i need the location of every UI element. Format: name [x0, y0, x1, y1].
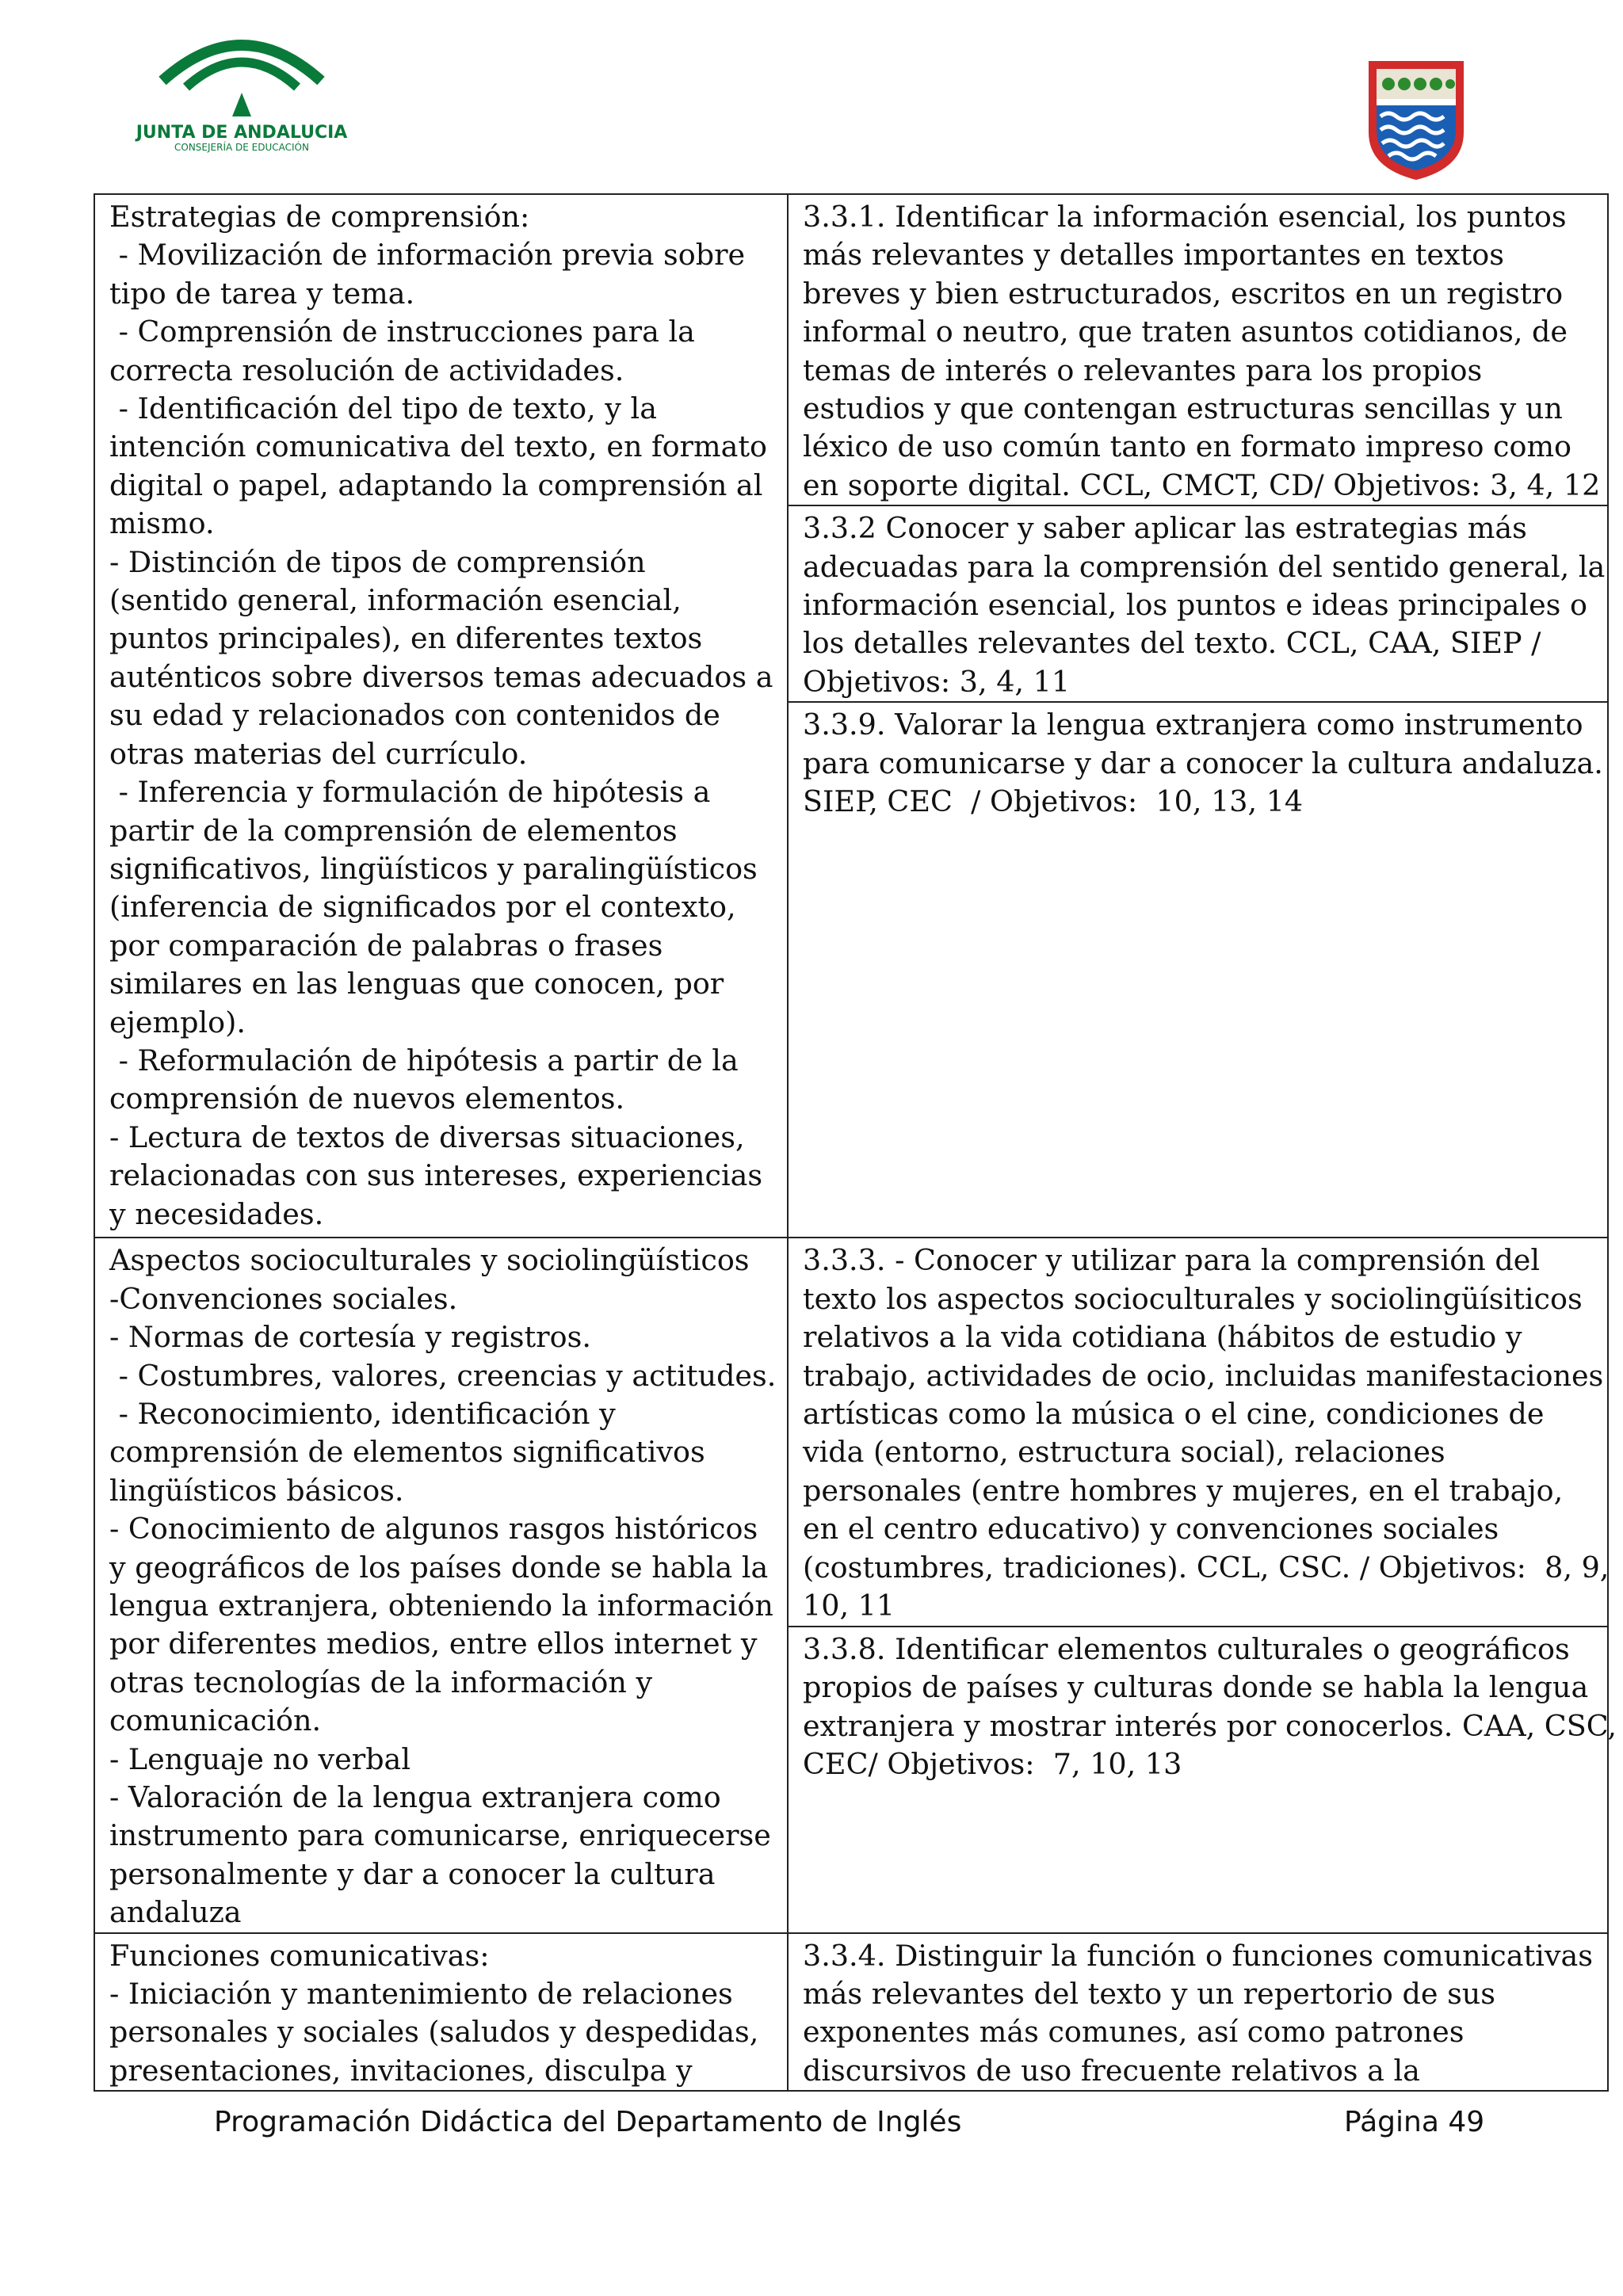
svg-text:CONSEJERÍA DE EDUCACIÓN: CONSEJERÍA DE EDUCACIÓN — [174, 142, 309, 153]
school-shield-logo — [1365, 57, 1468, 184]
text-line: mismo. — [109, 506, 215, 541]
text-line: - Reconocimiento, identificación y — [109, 1396, 616, 1431]
text-line: 3.3.2 Conocer y saber aplicar las estrategias más — [803, 511, 1527, 546]
text-line: por comparación de palabras o frases — [109, 928, 663, 963]
text-line: para comunicarse y dar a conocer la cultura andaluza. — [803, 746, 1603, 780]
text-line: información esencial, los puntos e ideas principales o — [803, 588, 1587, 623]
shield-graphic — [1365, 57, 1468, 184]
table-row — [94, 1238, 1608, 1627]
junta-de-andalucia-logo — [136, 17, 348, 160]
text-line: CEC/ Objetivos: 7, 10, 13 — [803, 1747, 1182, 1782]
text-line: trabajo, actividades de ocio, incluidas manifestaciones — [803, 1358, 1604, 1393]
junta-logo-graphic — [136, 17, 348, 160]
text-line: -Convenciones sociales. — [109, 1281, 458, 1316]
text-line: discursivos de uso frecuente relativos a la — [803, 2053, 1420, 2088]
text-line: puntos principales), en diferentes textos — [109, 621, 703, 656]
text-line: comprensión de elementos significativos — [109, 1435, 705, 1470]
text-line: y necesidades. — [109, 1196, 324, 1231]
text-line: intención comunicativa del texto, en formato — [109, 429, 768, 464]
text-line: 10, 11 — [803, 1588, 896, 1623]
text-line: y geográficos de los países donde se habla la — [109, 1550, 769, 1585]
text-line: - Conocimiento de algunos rasgos históricos — [109, 1512, 758, 1547]
text-line: Estrategias de comprensión: — [109, 200, 530, 234]
text-line: - Distinción de tipos de comprensión — [109, 544, 646, 579]
text-line: - Movilización de información previa sobre — [109, 238, 746, 273]
text-line: - Inferencia y formulación de hipótesis a — [109, 775, 711, 810]
text-line: 3.3.1. Identificar la información esencial, los puntos — [803, 200, 1567, 234]
text-line: - Valoración de la lengua extranjera como — [109, 1779, 721, 1814]
footer-title: Programación Didáctica del Departamento de Inglés — [214, 2106, 962, 2138]
text-line: Objetivos: 3, 4, 11 — [803, 664, 1071, 699]
text-line: (sentido general, información esencial, — [109, 583, 682, 618]
criteria-cell-3-3-9 — [788, 702, 1608, 1238]
text-line: léxico de uso común tanto en formato impreso como — [803, 429, 1572, 464]
text-line: breves y bien estructurados, escritos en un registro — [803, 276, 1564, 311]
text-line: significativos, lingüísticos y paralingüísticos — [109, 851, 758, 886]
text-line: vida (entorno, estructura social), relaciones — [803, 1435, 1445, 1470]
text-line: exponentes más comunes, así como patrones — [803, 2015, 1465, 2050]
text-line: - Costumbres, valores, creencias y actitudes. — [109, 1358, 777, 1393]
text-line: - Iniciación y mantenimiento de relaciones — [109, 1977, 733, 2011]
text-line: por diferentes medios, entre ellos internet y — [109, 1627, 758, 1661]
text-line: más relevantes y detalles importantes en textos — [803, 238, 1504, 273]
text-line: Aspectos socioculturales y sociolingüísticos — [109, 1243, 750, 1278]
criteria-cell-3-3-2 — [788, 505, 1608, 702]
table-row — [94, 194, 1608, 505]
text-line: más relevantes del texto y un repertorio de sus — [803, 1977, 1496, 2011]
contents-cell-comprehension — [94, 194, 788, 1238]
text-line: similares en las lenguas que conocen, por — [109, 967, 724, 1001]
text-line: (costumbres, tradiciones). CCL, CSC. / Objetivos: 8, 9, — [803, 1550, 1610, 1585]
text-line: comunicación. — [109, 1703, 322, 1738]
contents-cell-sociocultural — [94, 1238, 788, 1932]
text-line: otras materias del currículo. — [109, 736, 528, 771]
text-line: - Normas de cortesía y registros. — [109, 1320, 591, 1355]
text-line: - Lenguaje no verbal — [109, 1741, 411, 1776]
text-line: comprensión de nuevos elementos. — [109, 1081, 625, 1116]
text-line: Funciones comunicativas: — [109, 1938, 490, 1973]
text-line: texto los aspectos socioculturales y sociolingüísiticos — [803, 1281, 1583, 1316]
text-line: relativos a la vida cotidiana (hábitos de estudio y — [803, 1320, 1522, 1355]
curriculum-table — [94, 193, 1617, 2092]
text-line: 3.3.4. Distinguir la función o funciones comunicativas — [803, 1938, 1593, 1973]
contents-cell-communicative-functions — [94, 1933, 788, 2092]
text-line: 3.3.9. Valorar la lengua extranjera como instrumento — [803, 707, 1583, 742]
criteria-cell-3-3-1 — [788, 194, 1608, 505]
text-line: los detalles relevantes del texto. CCL, CAA, SIEP / — [803, 626, 1541, 661]
text-line: personales y sociales (saludos y despedidas, — [109, 2015, 759, 2050]
text-line: informal o neutro, que traten asuntos cotidianos, de — [803, 315, 1568, 349]
text-line: adecuadas para la comprensión del sentido general, la — [803, 549, 1606, 584]
text-line: otras tecnologías de la información y — [109, 1665, 653, 1699]
text-line: personalmente y dar a conocer la cultura — [109, 1856, 716, 1891]
text-line: 3.3.3. - Conocer y utilizar para la comprensión del — [803, 1243, 1541, 1278]
text-line: (inferencia de significados por el contexto, — [109, 890, 736, 925]
text-line: tipo de tarea y tema. — [109, 276, 415, 311]
text-line: en soporte digital. CCL, CMCT, CD/ Objetivos: 3, 4, 12 — [803, 467, 1601, 502]
text-line: ejemplo). — [109, 1005, 246, 1039]
svg-text:JUNTA DE ANDALUCIA: JUNTA DE ANDALUCIA — [136, 123, 348, 143]
text-line: - Identificación del tipo de texto, y la — [109, 391, 657, 426]
text-line: 3.3.8. Identificar elementos culturales o geográficos — [803, 1632, 1570, 1667]
text-line: digital o papel, adaptando la comprensión al — [109, 467, 763, 502]
text-line: relacionadas con sus intereses, experiencias — [109, 1158, 763, 1193]
text-line: temas de interés o relevantes para los propios — [803, 353, 1483, 387]
text-line: lingüísticos básicos. — [109, 1473, 404, 1508]
text-line: auténticos sobre diversos temas adecuados a — [109, 659, 773, 694]
text-line: propios de países y culturas donde se habla la lengua — [803, 1670, 1589, 1705]
criteria-cell-3-3-3 — [788, 1238, 1608, 1627]
text-line: artísticas como la música o el cine, condiciones de — [803, 1396, 1545, 1431]
text-line: - Lectura de textos de diversas situaciones, — [109, 1119, 745, 1154]
text-line: andaluza — [109, 1895, 242, 1930]
criteria-cell-3-3-4 — [788, 1933, 1608, 2092]
text-line: - Comprensión de instrucciones para la — [109, 315, 695, 349]
text-line: partir de la comprensión de elementos — [109, 813, 678, 848]
text-line: extranjera y mostrar interés por conocerlos. CAA, CSC, — [803, 1708, 1617, 1743]
text-line: lengua extranjera, obteniendo la información — [109, 1588, 773, 1623]
table-row — [94, 1933, 1608, 2092]
text-line: SIEP, CEC / Objetivos: 10, 13, 14 — [803, 784, 1304, 819]
page-number: Página 49 — [1344, 2106, 1485, 2138]
text-line: correcta resolución de actividades. — [109, 353, 624, 387]
criteria-cell-3-3-8 — [788, 1627, 1617, 1933]
text-line: instrumento para comunicarse, enriquecerse — [109, 1818, 771, 1853]
text-line: - Reformulación de hipótesis a partir de la — [109, 1043, 739, 1077]
text-line: estudios y que contengan estructuras sencillas y un — [803, 391, 1563, 426]
text-line: presentaciones, invitaciones, disculpa y — [109, 2053, 693, 2088]
text-line: en el centro educativo) y convenciones sociales — [803, 1512, 1499, 1547]
text-line: su edad y relacionados con contenidos de — [109, 698, 720, 733]
text-line: personales (entre hombres y mujeres, en el trabajo, — [803, 1473, 1564, 1508]
